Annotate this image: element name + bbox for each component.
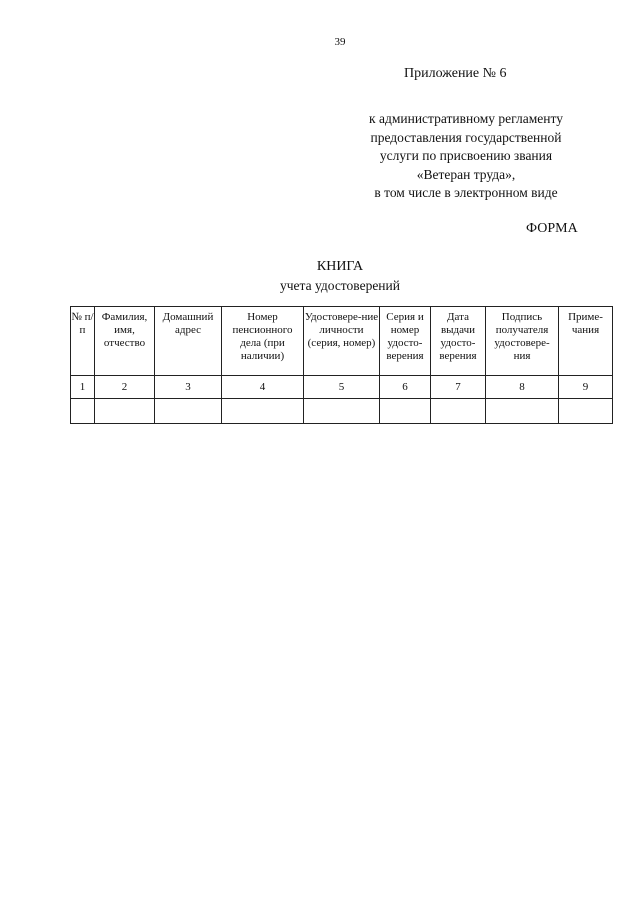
empty-cell	[71, 399, 95, 424]
column-number: 4	[222, 376, 304, 399]
regulation-line: к административному регламенту	[369, 111, 563, 126]
empty-entry-row	[71, 399, 613, 424]
regulation-line: услуги по присвоению звания	[379, 148, 553, 163]
regulation-line: «Ветеран труда»,	[416, 166, 516, 182]
empty-cell	[431, 399, 486, 424]
regulation-line: предоставления государственной	[370, 129, 562, 145]
column-header: Дата выдачи удосто-верения	[431, 307, 486, 376]
empty-cell	[222, 399, 304, 424]
column-number: 8	[486, 376, 559, 399]
empty-cell	[486, 399, 559, 424]
empty-cell	[155, 399, 222, 424]
column-number: 2	[95, 376, 155, 399]
column-number: 7	[431, 376, 486, 399]
empty-cell	[380, 399, 431, 424]
certificate-registry-table	[70, 306, 613, 424]
column-number: 9	[559, 376, 613, 399]
book-subtitle: учета удостоверений	[280, 278, 400, 293]
page-number: 39	[334, 36, 346, 48]
column-number: 1	[71, 376, 95, 399]
column-header: Номер пенсионного дела (при наличии)	[222, 307, 304, 376]
regulation-line: в том числе в электронном виде	[374, 185, 558, 200]
regulation-reference	[330, 110, 602, 203]
column-number: 6	[380, 376, 431, 399]
column-header: Фамилия, имя, отчество	[95, 307, 155, 376]
empty-cell	[559, 399, 613, 424]
column-header: № п/п	[71, 307, 95, 376]
empty-cell	[95, 399, 155, 424]
form-label: ФОРМА	[526, 221, 578, 236]
appendix-title: Приложение № 6	[404, 66, 507, 81]
column-number: 5	[304, 376, 380, 399]
empty-cell	[304, 399, 380, 424]
column-number: 3	[155, 376, 222, 399]
column-header: Удостовере-ние личности (серия, номер)	[304, 307, 380, 376]
column-header: Серия и номер удосто-верения	[380, 307, 431, 376]
column-number-row	[71, 376, 613, 399]
column-header: Приме-чания	[559, 307, 613, 376]
column-header: Подпись получателя удостовере-ния	[486, 307, 559, 376]
book-title: КНИГА	[316, 259, 364, 274]
column-header: Домашний адрес	[155, 307, 222, 376]
table-header-row	[71, 307, 613, 376]
